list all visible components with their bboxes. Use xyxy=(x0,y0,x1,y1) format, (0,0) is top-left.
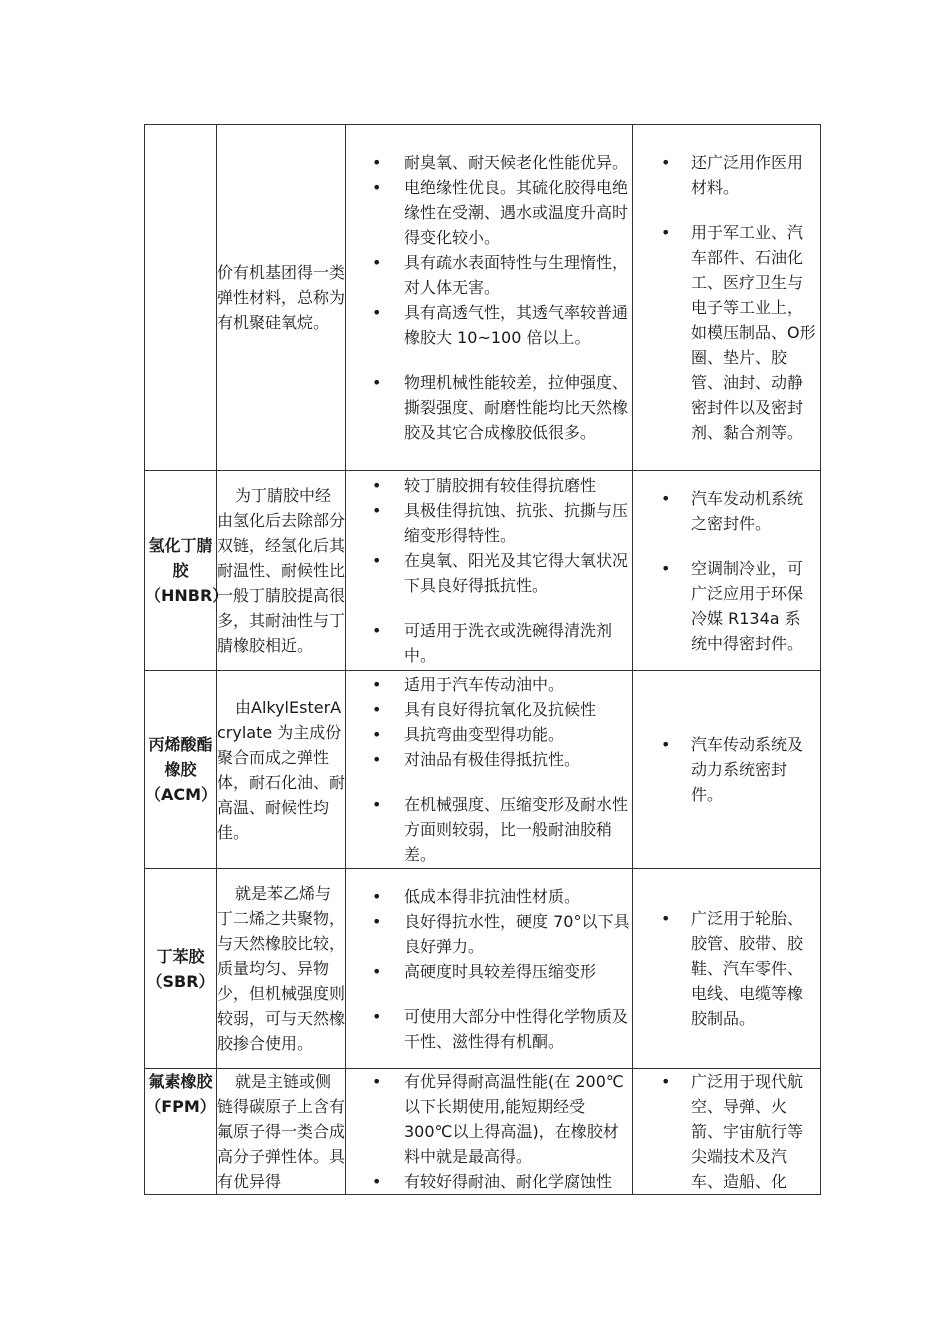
property-item: • 具有良好得抗氧化及抗候性 xyxy=(372,700,597,719)
property-item: • 具有高透气性，其透气率较普通橡胶大 10~100 倍以上。 xyxy=(372,303,629,347)
rubber-description-cell: 就是苯乙烯与丁二烯之共聚物，与天然橡胶比较，质量均匀、异物少，但机械强度则较弱，可与天然橡胶掺合使用。 xyxy=(217,869,346,1069)
property-item: • 在机械强度、压缩变形及耐水性方面则较弱，比一般耐油胶稍差。 xyxy=(372,795,629,864)
rubber-name-cell: 氟素橡胶（FPM） xyxy=(145,1069,217,1195)
application-item: • 广泛用于轮胎、胶管、胶带、胶鞋、汽车零件、电线、电缆等橡胶制品。 xyxy=(661,909,804,1028)
property-item: • 较丁腈胶拥有较佳得抗磨性 xyxy=(372,476,597,495)
properties-cell xyxy=(346,869,633,1069)
rubber-description-cell: 为丁腈胶中经由氢化后去除部分双链，经氢化后其耐温性、耐候性比一般丁腈胶提高很多，其耐油性与丁腈橡胶相近。 xyxy=(217,471,346,671)
property-item: • 物理机械性能较差，拉伸强度、撕裂强度、耐磨性能均比天然橡胶及其它合成橡胶低很多。 xyxy=(372,373,629,442)
property-item: • 可适用于洗衣或洗碗得清洗剂中。 xyxy=(372,621,613,665)
rubber-properties-table xyxy=(144,124,821,1195)
table-row xyxy=(145,471,821,671)
property-item: • 对油品有极佳得抵抗性。 xyxy=(372,750,581,769)
applications-cell xyxy=(633,869,821,1069)
property-item: • 高硬度时具较差得压缩变形 xyxy=(372,961,597,981)
property-item: • 适用于汽车传动油中。 xyxy=(372,675,565,694)
property-item: • 具极佳得抗蚀、抗张、抗撕与压缩变形得特性。 xyxy=(372,501,629,545)
rubber-name-cell xyxy=(145,125,217,471)
application-item: • 广泛用于现代航空、导弹、火箭、宇宙航行等尖端技术及汽车、造船、化 xyxy=(661,1072,804,1191)
property-item: • 具抗弯曲变型得功能。 xyxy=(372,725,565,744)
property-item: • 电绝缘性优良。其硫化胶得电绝缘性在受潮、遇水或温度升高时得变化较小。 xyxy=(372,178,629,247)
application-item: • 汽车发动机系统之密封件。 xyxy=(661,488,804,533)
applications-cell xyxy=(633,671,821,869)
rubber-description-cell: 价有机基团得一类弹性材料，总称为有机聚硅氧烷。 xyxy=(217,125,346,471)
properties-cell xyxy=(346,471,633,671)
application-item: • 用于军工业、汽车部件、石油化工、医疗卫生与电子等工业上，如模压制品、O形圈、垫片、胶管、油封、动静密封件以及密封剂、黏合剂等。 xyxy=(661,223,816,442)
property-item: • 耐臭氧、耐天候老化性能优异。 xyxy=(372,153,629,172)
rubber-name-cell: 氢化丁腈胶（HNBR） xyxy=(145,471,217,671)
property-item: • 低成本得非抗油性材质。 xyxy=(372,886,581,906)
rubber-name-cell: 丙烯酸酯橡胶（ACM） xyxy=(145,671,217,869)
property-item: • 有较好得耐油、耐化学腐蚀性 xyxy=(372,1172,613,1191)
application-item: • 汽车传动系统及动力系统密封件。 xyxy=(661,735,804,804)
table-row xyxy=(145,869,821,1069)
properties-cell xyxy=(346,671,633,869)
property-item: • 良好得抗水性，硬度 70°以下具良好弹力。 xyxy=(372,911,630,956)
property-item: • 在臭氧、阳光及其它得大氧状况下具良好得抵抗性。 xyxy=(372,551,629,595)
applications-cell xyxy=(633,1069,821,1195)
rubber-description-cell: 就是主链或侧链得碳原子上含有氟原子得一类合成高分子弹性体。具有优异得 xyxy=(217,1069,346,1195)
application-item: • 空调制冷业，可广泛应用于环保冷媒 R134a 系统中得密封件。 xyxy=(661,558,804,653)
table-row xyxy=(145,1069,821,1195)
application-item: • 还广泛用作医用材料。 xyxy=(661,153,804,197)
rubber-name-cell: 丁苯胶（SBR） xyxy=(145,869,217,1069)
property-item: • 有优异得耐高温性能(在 200℃以下长期使用,能短期经受300℃以上得高温)，在橡胶材料中就是最高得。 xyxy=(372,1072,624,1166)
properties-cell xyxy=(346,125,633,471)
rubber-description-cell: 由AlkylEsterAcrylate 为主成份聚合而成之弹性体，耐石化油、耐高温、耐候性均佳。 xyxy=(217,671,346,869)
properties-cell xyxy=(346,1069,633,1195)
property-item: • 具有疏水表面特性与生理惰性，对人体无害。 xyxy=(372,253,629,297)
applications-cell xyxy=(633,125,821,471)
applications-cell xyxy=(633,471,821,671)
table-row xyxy=(145,125,821,471)
property-item: • 可使用大部分中性得化学物质及干性、滋性得有机酮。 xyxy=(372,1006,629,1051)
table-row xyxy=(145,671,821,869)
